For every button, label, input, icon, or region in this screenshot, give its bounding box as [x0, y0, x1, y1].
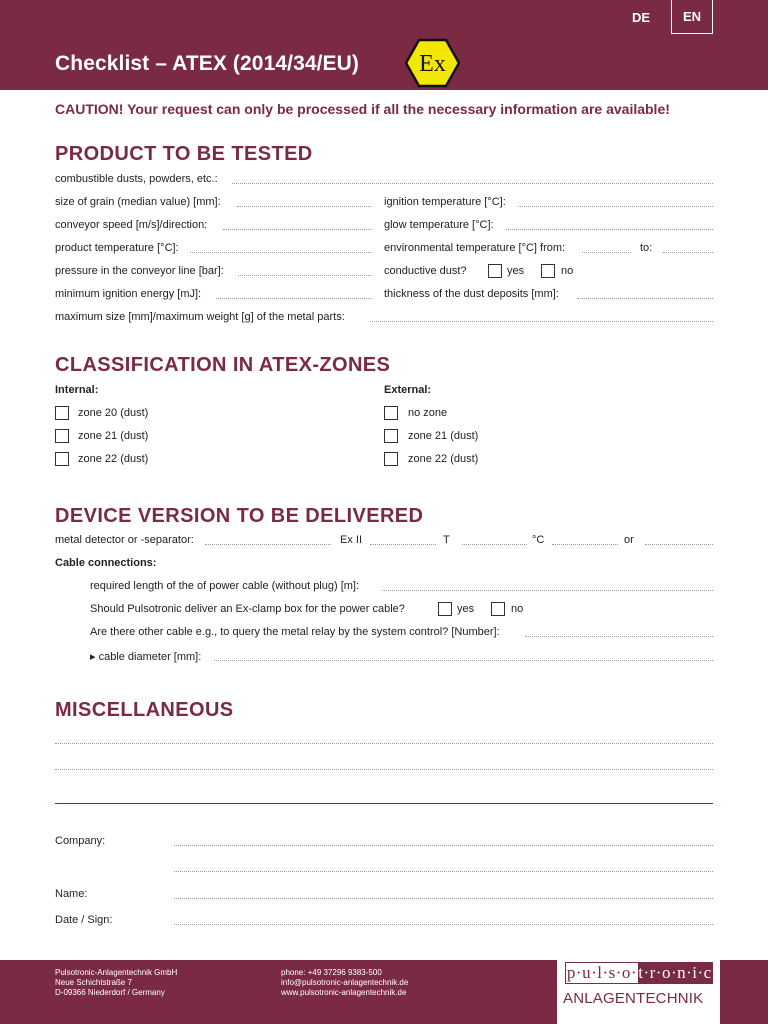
label-min-ignition: minimum ignition energy [mJ]:: [55, 288, 202, 300]
footer-phone: phone: +49 37296 9383-500: [281, 968, 382, 977]
section-device-heading: DEVICE VERSION TO BE DELIVERED: [55, 505, 424, 527]
clamp-box-no-checkbox[interactable]: [491, 602, 505, 616]
label-clamp-no: no: [511, 603, 524, 615]
external-zone-label: no zone: [408, 407, 448, 419]
label-other-cable: Are there other cable e.g., to query the metal relay by the system control? [Number]:: [90, 626, 500, 638]
label-conductive-no: no: [561, 265, 574, 277]
logo-left-text: p·u·l·s·o·: [566, 963, 638, 982]
internal-zone-checkbox[interactable]: [55, 429, 69, 443]
external-zone-label: zone 22 (dust): [408, 453, 479, 465]
field-cable-diameter[interactable]: [214, 660, 713, 661]
label-clamp-box: Should Pulsotronic deliver an Ex-clamp box for the power cable?: [90, 603, 405, 615]
caution-text: CAUTION! Your request can only be processed if all the necessary information are available!: [55, 101, 670, 117]
field-date-sign[interactable]: [174, 924, 713, 925]
field-thickness[interactable]: [577, 298, 713, 299]
label-pressure: pressure in the conveyor line [bar]:: [55, 265, 224, 277]
external-zone-label: zone 21 (dust): [408, 430, 479, 442]
footer-address-line: Neue Schichtstraße 7: [55, 978, 132, 987]
footer-email-link[interactable]: info@pulsotronic-anlagentechnik.de: [281, 978, 409, 987]
field-detector[interactable]: [205, 544, 331, 545]
label-external: External:: [384, 384, 432, 396]
misc-line[interactable]: [55, 769, 713, 770]
label-cable-connections: Cable connections:: [55, 557, 157, 569]
page-title: Checklist – ATEX (2014/34/EU): [55, 52, 360, 75]
internal-zone-label: zone 20 (dust): [78, 407, 149, 419]
field-company[interactable]: [174, 845, 713, 846]
internal-zone-checkbox[interactable]: [55, 406, 69, 420]
field-or[interactable]: [645, 544, 713, 545]
field-name[interactable]: [174, 898, 713, 899]
label-conductive-yes: yes: [507, 265, 525, 277]
ex-icon-text: Ex: [419, 51, 446, 77]
label-ignition-temp: ignition temperature [°C]:: [384, 196, 506, 208]
field-min-ignition[interactable]: [216, 298, 371, 299]
label-cable-length: required length of the of power cable (without plug) [m]:: [90, 580, 360, 592]
field-cable-length[interactable]: [382, 590, 713, 591]
label-date-sign: Date / Sign:: [55, 914, 113, 926]
external-zone-checkbox[interactable]: [384, 406, 398, 420]
internal-zone-label: zone 21 (dust): [78, 430, 149, 442]
field-glow-temp[interactable]: [506, 229, 713, 230]
label-t: T: [443, 534, 450, 546]
label-product-temp: product temperature [°C]:: [55, 242, 179, 254]
misc-line[interactable]: [55, 743, 713, 744]
field-combustible[interactable]: [232, 183, 713, 184]
conductive-yes-checkbox[interactable]: [488, 264, 502, 278]
field-env-temp-from[interactable]: [582, 252, 631, 253]
label-internal: Internal:: [55, 384, 99, 396]
label-glow-temp: glow temperature [°C]:: [384, 219, 494, 231]
external-zone-checkbox[interactable]: [384, 429, 398, 443]
field-ex2[interactable]: [370, 544, 436, 545]
logo-right-text: t·r·o·n·i·c: [638, 963, 712, 982]
section-classification-heading: CLASSIFICATION IN ATEX-ZONES: [55, 354, 391, 376]
section-misc-heading: MISCELLANEOUS: [55, 699, 234, 721]
label-cable-diameter: ▸ cable diameter [mm]:: [90, 651, 202, 663]
field-product-temp[interactable]: [190, 252, 371, 253]
field-other-cable[interactable]: [525, 636, 713, 637]
atex-ex-icon: [405, 38, 460, 88]
label-clamp-yes: yes: [457, 603, 475, 615]
divider: [55, 803, 713, 804]
lang-de-button[interactable]: DE: [631, 9, 651, 25]
field-t[interactable]: [462, 544, 527, 545]
clamp-box-yes-checkbox[interactable]: [438, 602, 452, 616]
label-ex2: Ex II: [340, 534, 363, 546]
field-degc[interactable]: [552, 544, 618, 545]
lang-en-button[interactable]: EN: [671, 0, 713, 34]
logo-subtitle: ANLAGENTECHNIK: [563, 990, 704, 1007]
footer-address-line: D-09366 Niederdorf / Germany: [55, 988, 165, 997]
label-or: or: [624, 534, 634, 546]
field-grain[interactable]: [237, 206, 371, 207]
conductive-no-checkbox[interactable]: [541, 264, 555, 278]
footer-website-link[interactable]: www.pulsotronic-anlagentechnik.de: [281, 988, 407, 997]
internal-zone-label: zone 22 (dust): [78, 453, 149, 465]
label-name: Name:: [55, 888, 88, 900]
label-env-temp: environmental temperature [°C] from:: [384, 242, 566, 254]
label-degc: °C: [532, 534, 545, 546]
footer-address: [55, 968, 177, 998]
label-env-to: to:: [640, 242, 653, 254]
label-thickness: thickness of the dust deposits [mm]:: [384, 288, 559, 300]
field-env-temp-to[interactable]: [663, 252, 713, 253]
field-company-2[interactable]: [174, 871, 713, 872]
internal-zone-checkbox[interactable]: [55, 452, 69, 466]
logo-wordmark: [565, 962, 713, 984]
footer-contact: [281, 968, 408, 998]
footer-address-line: Pulsotronic-Anlagentechnik GmbH: [55, 968, 178, 977]
label-company: Company:: [55, 835, 106, 847]
field-conveyor-speed[interactable]: [223, 229, 371, 230]
external-zone-checkbox[interactable]: [384, 452, 398, 466]
label-combustible: combustible dusts, powders, etc.:: [55, 173, 218, 185]
label-conveyor-speed: conveyor speed [m/s]/direction:: [55, 219, 208, 231]
label-max-size: maximum size [mm]/maximum weight [g] of the metal parts:: [55, 311, 345, 323]
label-grain: size of grain (median value) [mm]:: [55, 196, 221, 208]
field-max-size[interactable]: [370, 321, 713, 322]
field-ignition-temp[interactable]: [518, 206, 713, 207]
section-product-heading: PRODUCT TO BE TESTED: [55, 143, 313, 165]
label-conductive: conductive dust?: [384, 265, 467, 277]
field-pressure[interactable]: [238, 275, 371, 276]
label-detector: metal detector or -separator:: [55, 534, 194, 546]
